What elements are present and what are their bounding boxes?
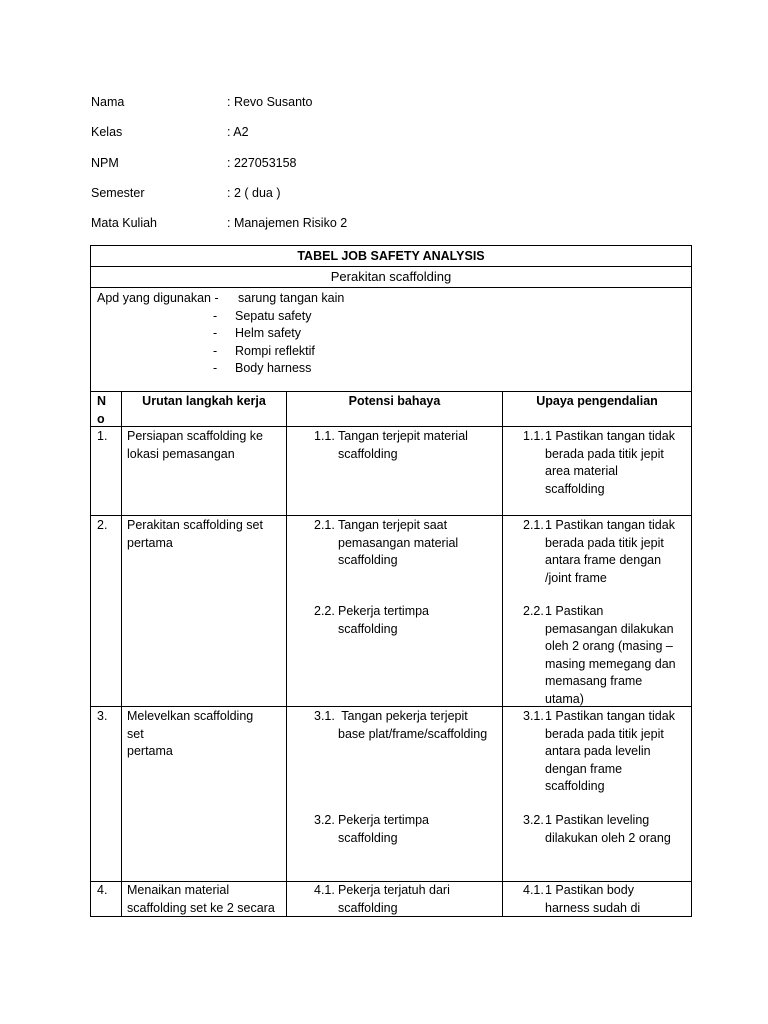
header-control: Upaya pengendalian xyxy=(502,392,691,426)
hazard-item: 2.2. Pekerja tertimpa scaffolding xyxy=(314,604,430,636)
step-text: Melevelkan scaffolding set pertama xyxy=(127,709,254,758)
control-item: 3.1. 1 Pastikan tangan tidak berada pada titik jepit antara pada levelin dengan frame scaffolding xyxy=(523,709,675,793)
table-subtitle: Perakitan scaffolding xyxy=(91,266,691,287)
hazard-item: 4.1. Pekerja terjatuh dari scaffolding xyxy=(314,883,450,915)
header-step: Urutan langkah kerja xyxy=(121,392,286,426)
control-item: 1.1. 1 Pastikan tangan tidak berada pada titik jepit area material scaffolding xyxy=(523,429,675,496)
info-label: NPM xyxy=(91,156,119,170)
table-row xyxy=(91,426,691,515)
hazard-item: 2.1. Tangan terjepit saat pemasangan material scaffolding xyxy=(314,518,459,567)
table-title: TABEL JOB SAFETY ANALYSIS xyxy=(297,249,485,263)
control-item: 2.2. 1 Pastikan pemasangan dilakukan oleh 2 orang (masing – masing memegang dan memasang frame utama) xyxy=(523,604,676,706)
table-row xyxy=(91,881,691,916)
step-text: Menaikan material scaffolding set ke 2 secara xyxy=(127,883,275,915)
step-text: Perakitan scaffolding set pertama xyxy=(127,518,263,550)
hazard-item: 1.1. Tangan terjepit material scaffolding xyxy=(314,429,468,461)
info-label: Semester xyxy=(91,186,145,200)
row-number: 3. xyxy=(97,709,108,723)
header-no: N o xyxy=(97,394,107,426)
step-text: Persiapan scaffolding ke lokasi pemasangan xyxy=(127,429,263,461)
info-row-semester xyxy=(91,184,491,202)
info-value: : A2 xyxy=(227,125,249,139)
header-hazard: Potensi bahaya xyxy=(286,392,502,426)
table-row xyxy=(91,515,691,706)
control-item: 4.1. 1 Pastikan body harness sudah di xyxy=(523,883,641,915)
apd-label: Apd yang digunakan - xyxy=(97,291,219,305)
info-value: : Revo Susanto xyxy=(227,95,313,109)
hazard-item: 3.2. Pekerja tertimpa scaffolding xyxy=(314,813,430,845)
table-header-row xyxy=(91,391,691,426)
apd-section: Apd yang digunakan - sarung tangan kain - Sepatu safety - Helm safety - Rompi reflektif - Body harness xyxy=(91,287,691,391)
jsa-table xyxy=(90,245,692,917)
row-number: 2. xyxy=(97,518,108,532)
hazard-item: 3.1. Tangan pekerja terjepit base plat/frame/scaffolding xyxy=(314,709,488,741)
info-row-npm xyxy=(91,154,491,172)
info-label: Mata Kuliah xyxy=(91,216,158,230)
info-value: : Manajemen Risiko 2 xyxy=(227,216,348,230)
info-label: Kelas xyxy=(91,125,123,139)
info-row-mata-kuliah xyxy=(91,214,491,232)
info-row-kelas xyxy=(91,123,491,141)
control-item: 2.1. 1 Pastikan tangan tidak berada pada titik jepit antara frame dengan /joint frame xyxy=(523,518,675,585)
info-row-nama xyxy=(91,93,491,111)
row-number: 1. xyxy=(97,429,108,443)
table-row xyxy=(91,706,691,881)
info-value: : 2 ( dua ) xyxy=(227,186,281,200)
control-item: 3.2. 1 Pastikan leveling dilakukan oleh 2 orang xyxy=(523,813,671,845)
info-label: Nama xyxy=(91,95,125,109)
info-value: : 227053158 xyxy=(227,156,297,170)
row-number: 4. xyxy=(97,883,108,897)
